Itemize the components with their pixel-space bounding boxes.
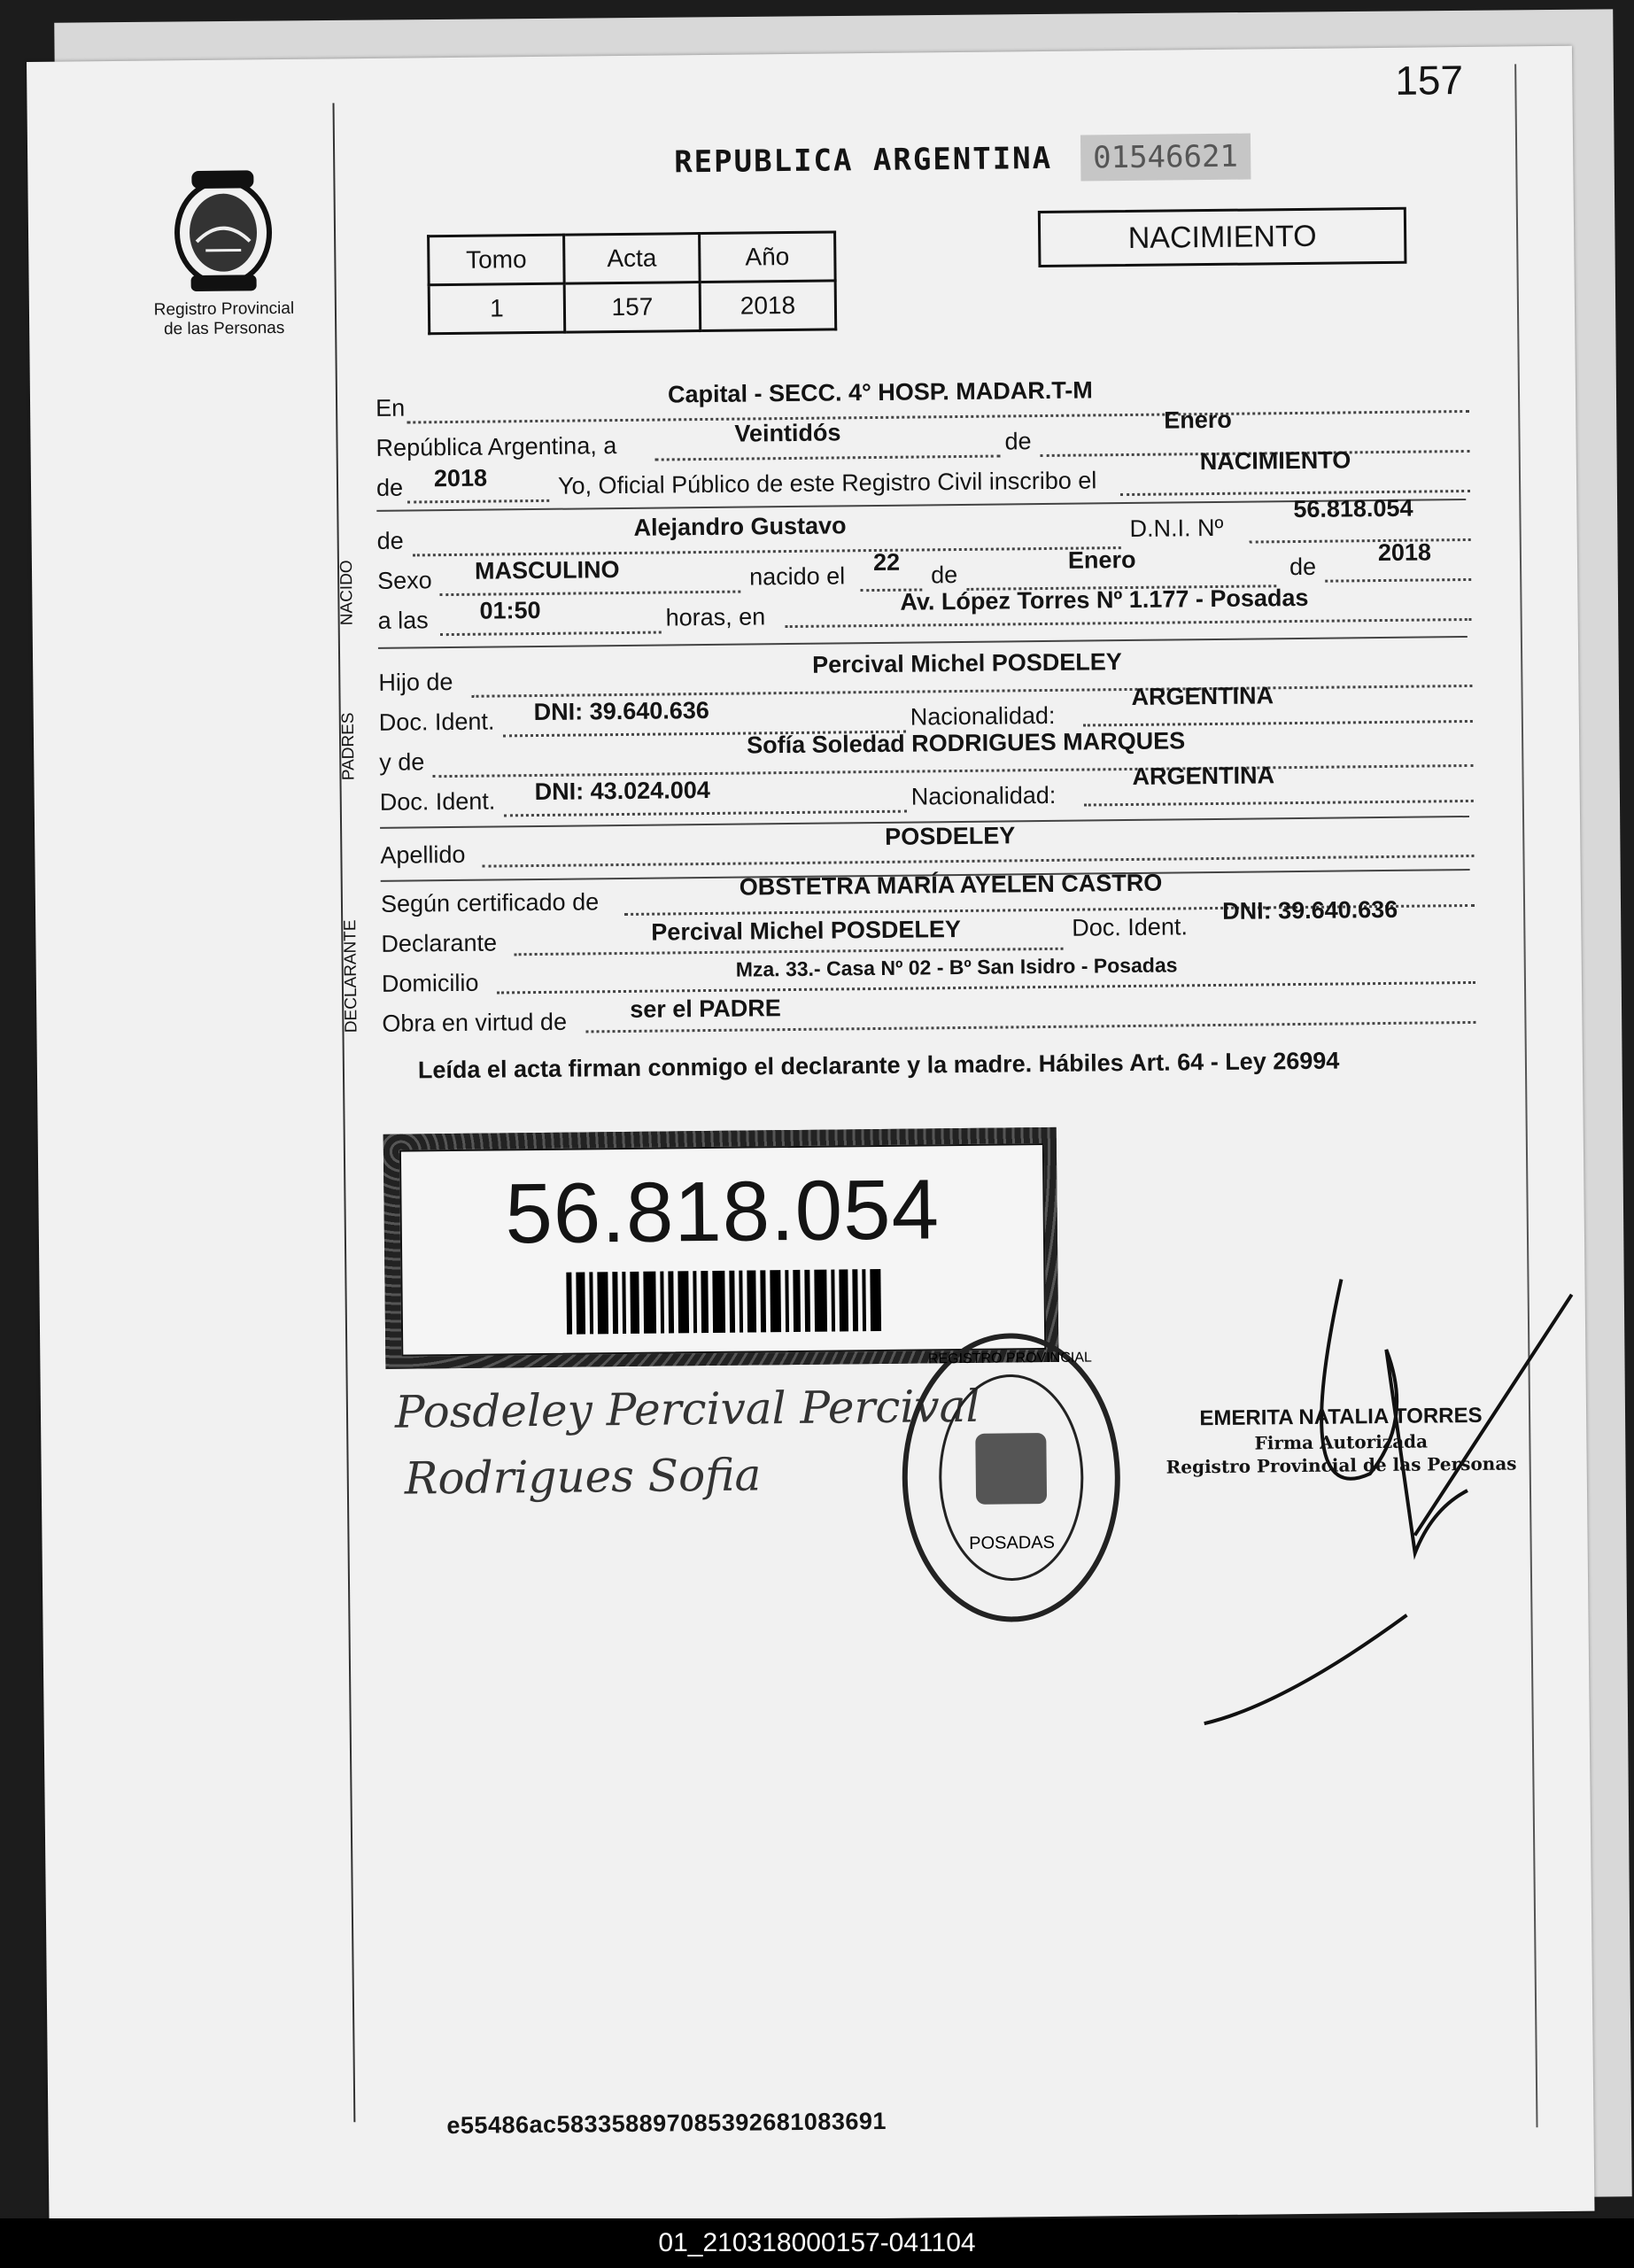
barcode-bar — [814, 1269, 827, 1331]
domicilio-line — [497, 981, 1475, 995]
barcode-bar — [678, 1271, 689, 1333]
barcode-bar — [870, 1268, 881, 1330]
domicilio-label: Domicilio — [381, 969, 479, 997]
seal-center-text: POSADAS — [969, 1532, 1056, 1553]
barcode-bar — [760, 1270, 766, 1332]
barcode-bar — [712, 1270, 725, 1332]
nacido-section-label: NACIDO — [337, 560, 357, 626]
day-line — [655, 455, 1001, 461]
nacido-de-label: de — [376, 527, 404, 554]
domicilio-value: Mza. 33.- Casa Nº 02 - Bº San Isidro - Posadas — [735, 953, 1178, 981]
serial-number: 01546621 — [1080, 134, 1251, 182]
birth-de-label: de — [930, 561, 958, 589]
year-value: 2018 — [433, 464, 488, 492]
country-title: REPUBLICA ARGENTINA — [674, 140, 1053, 181]
father-line — [472, 685, 1473, 698]
barcode-bar — [622, 1271, 626, 1333]
agency-name: Registro Provincial de las Personas — [153, 298, 295, 339]
barcode-bar — [739, 1270, 743, 1332]
barcode-bar — [785, 1270, 789, 1332]
day-words-value: Veintidós — [734, 419, 841, 447]
apellido-line — [483, 855, 1475, 868]
month-value: Enero — [1164, 406, 1232, 434]
barcode-bar — [747, 1270, 756, 1332]
father-doc-label: Doc. Ident. — [378, 708, 495, 736]
name-line — [413, 546, 1121, 556]
barcode-bar — [693, 1271, 697, 1333]
dni-line — [1250, 538, 1471, 544]
left-margin-rule — [333, 103, 356, 2122]
record-type-box: NACIMIENTO — [1038, 207, 1407, 267]
registry-table — [427, 230, 837, 335]
de-label: de — [1004, 428, 1032, 455]
declarante-value: Percival Michel POSDELEY — [651, 916, 962, 946]
time-line — [440, 631, 662, 637]
father-name: Percival Michel POSDELEY — [812, 648, 1122, 678]
barcode-bar — [643, 1271, 656, 1333]
apellido-value: POSDELEY — [885, 822, 1016, 850]
birth-year: 2018 — [1377, 538, 1432, 567]
barcode-bar — [729, 1270, 735, 1332]
nacido-el-label: nacido el — [748, 562, 846, 591]
child-name: Alejandro Gustavo — [633, 512, 847, 541]
mother-doc: DNI: 43.024.004 — [534, 776, 710, 806]
barcode-bar — [660, 1271, 664, 1333]
child-dni: 56.818.054 — [1293, 494, 1413, 523]
sexo-line — [439, 591, 740, 597]
section-rule — [378, 636, 1468, 649]
signer-org: Registro Provincial de las Personas — [1165, 1452, 1517, 1478]
padres-section-label: PADRES — [338, 712, 359, 781]
barcode-bar — [862, 1269, 866, 1331]
birth-place: Av. López Torres Nº 1.177 - Posadas — [900, 584, 1309, 615]
obra-label: Obra en virtud de — [382, 1008, 568, 1037]
inscribo-value: NACIMIENTO — [1199, 446, 1351, 476]
en-line — [407, 410, 1469, 424]
registry-value-ano: 2018 — [700, 281, 836, 331]
signer-name: EMERITA NATALIA TORRES — [1199, 1403, 1483, 1431]
handwritten-names-line1: Posdeley Percival Percival — [394, 1380, 980, 1438]
birth-day: 22 — [872, 548, 901, 577]
registry-header-ano: Año — [700, 232, 836, 283]
barcode-bar — [852, 1269, 858, 1331]
apellido-label: Apellido — [380, 840, 466, 869]
place-line — [786, 618, 1472, 628]
father-nat-line — [1083, 720, 1473, 727]
registry-value-tomo: 1 — [429, 283, 565, 334]
sexo-label: Sexo — [376, 567, 432, 594]
year-prefix-label: de — [376, 474, 404, 501]
coat-of-arms-icon — [165, 161, 282, 295]
file-id-footer: 01_210318000157-041104 — [0, 2218, 1634, 2268]
mother-line — [432, 764, 1473, 778]
mother-name: Sofía Soledad RODRIGUES MARQUES — [746, 727, 1186, 759]
barcode-bar — [770, 1270, 781, 1332]
cert-value: OBSTETRA MARÍA AYELEN CASTRO — [739, 869, 1163, 901]
mother-nat-line — [1084, 800, 1474, 807]
father-nat-label: Nacionalidad: — [910, 701, 1056, 731]
decl-doc-label: Doc. Ident. — [1072, 913, 1189, 941]
father-nationality: ARGENTINA — [1131, 682, 1274, 710]
barcode-bar — [630, 1271, 639, 1333]
barcode-bar — [612, 1272, 618, 1334]
obra-value: ser el PADRE — [630, 995, 781, 1023]
officer-text: Yo, Oficial Público de este Registro Civil inscribo el — [557, 467, 1097, 499]
declarante-section-label: DECLARANTE — [341, 919, 361, 1033]
y-de-label: y de — [379, 748, 425, 776]
republica-label: República Argentina, a — [376, 432, 617, 461]
cert-label: Según certificado de — [380, 888, 600, 917]
birth-year-line — [1325, 578, 1471, 583]
hijo-de-label: Hijo de — [378, 668, 453, 696]
father-doc: DNI: 39.640.636 — [533, 696, 709, 726]
official-seal — [890, 1326, 1133, 1629]
sexo-value: MASCULINO — [474, 556, 620, 584]
barcode-bar — [597, 1272, 608, 1334]
declarante-label: Declarante — [381, 929, 498, 957]
registry-header-acta: Acta — [564, 234, 701, 284]
handwritten-names-line2: Rodrigues Sofia — [404, 1449, 762, 1505]
en-value: Capital - SECC. 4° HOSP. MADAR.T-M — [667, 376, 1093, 408]
mother-doc-line — [504, 810, 907, 817]
barcode-bar — [793, 1269, 801, 1331]
decl-doc-value: DNI: 39.640.636 — [1221, 895, 1398, 925]
barcode-bar — [831, 1269, 835, 1331]
registry-value-acta: 157 — [564, 283, 701, 333]
province-logo — [151, 161, 295, 340]
document-hash: e55486ac583358897085392681083691 — [446, 2107, 887, 2140]
barcode-bar — [701, 1271, 709, 1333]
mother-nationality: ARGENTINA — [1132, 762, 1275, 790]
year-line — [407, 499, 549, 504]
dni-label: D.N.I. Nº — [1129, 514, 1224, 542]
registry-header-tomo: Tomo — [429, 235, 565, 285]
a-las-label: a las — [377, 607, 429, 634]
barcode-bar — [839, 1269, 848, 1331]
barcode-bar — [576, 1272, 585, 1334]
birth-de2-label: de — [1289, 553, 1317, 581]
mother-nat-label: Nacionalidad: — [910, 781, 1057, 810]
barcode — [566, 1268, 881, 1334]
seal-arc-text: REGISTRO PROVINCIAL — [927, 1350, 1092, 1367]
closing-statement: Leída el acta firman conmigo el declarante y la madre. Hábiles Art. 64 - Ley 26994 — [417, 1047, 1340, 1084]
dni-sticker-number: 56.818.054 — [504, 1161, 941, 1261]
barcode-bar — [668, 1271, 674, 1333]
signer-block — [1165, 1401, 1517, 1479]
birth-time: 01:50 — [479, 596, 541, 624]
signature-icon — [1146, 1242, 1594, 1742]
right-margin-rule — [1514, 64, 1537, 2127]
header-row — [674, 134, 1251, 186]
birth-month: Enero — [1067, 546, 1136, 574]
mother-doc-label: Doc. Ident. — [379, 787, 496, 816]
page-number: 157 — [1395, 57, 1464, 104]
signer-role: Firma Autorizada — [1254, 1430, 1429, 1454]
horas-label: horas, en — [665, 603, 766, 631]
en-label: En — [375, 394, 406, 422]
barcode-bar — [804, 1269, 810, 1331]
obra-line — [585, 1021, 1475, 1033]
birth-certificate-page — [27, 46, 1595, 2227]
barcode-bar — [566, 1272, 572, 1334]
barcode-bar — [589, 1272, 593, 1334]
